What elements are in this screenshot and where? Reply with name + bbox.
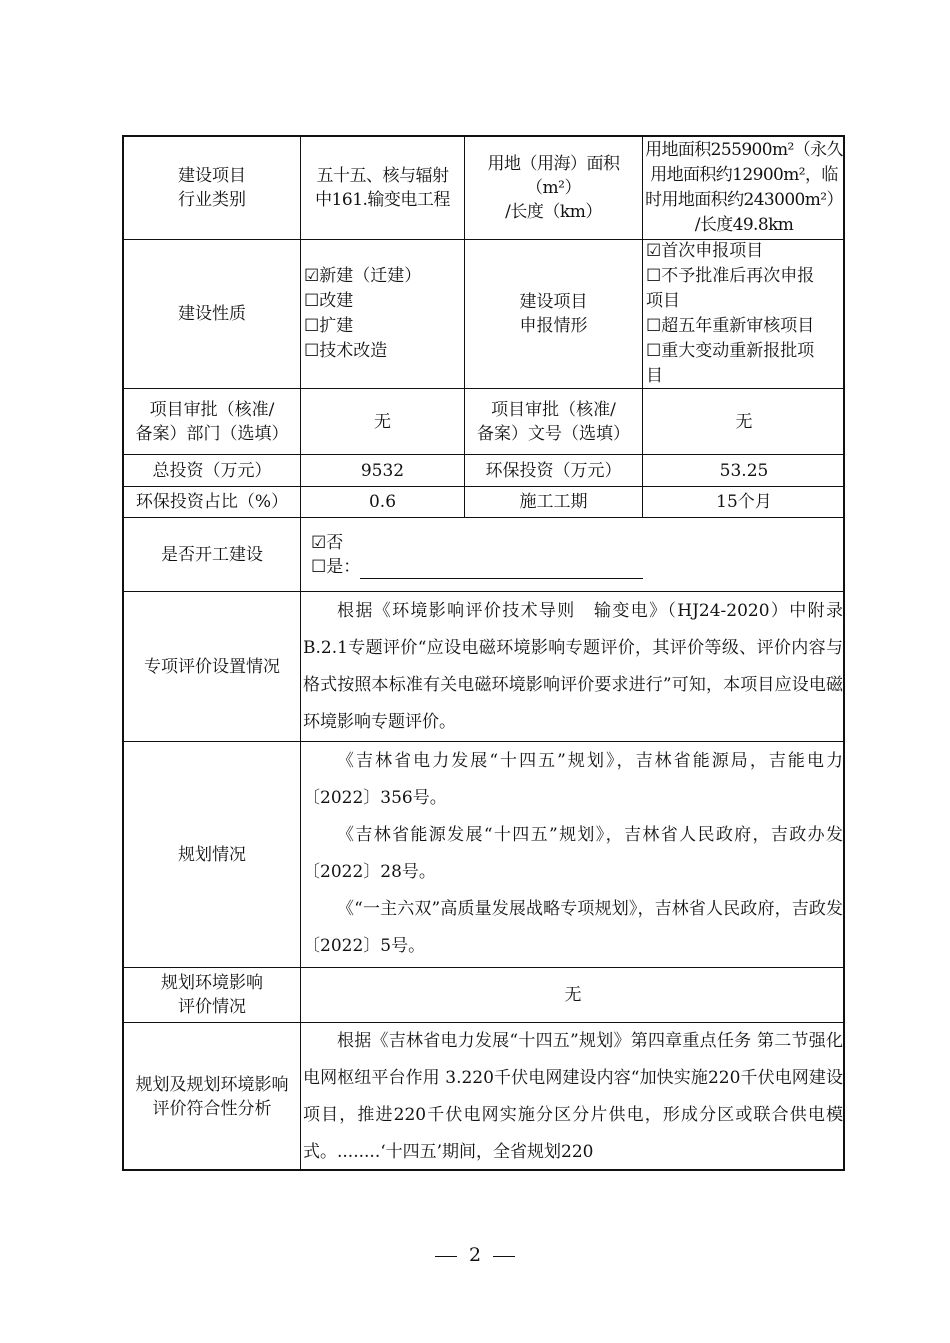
env-ratio-label: 环保投资占比（%） <box>135 492 289 512</box>
declare-situation-label: 建设项目 申报情形 <box>519 292 588 336</box>
construction-nature-label: 建设性质 <box>178 304 246 324</box>
checkbox-not-started[interactable]: ☑否 <box>311 532 344 553</box>
total-investment-value: 9532 <box>360 460 405 481</box>
env-investment-label: 环保投资（万元） <box>485 460 622 481</box>
construction-nature-options <box>301 240 464 388</box>
footer-dash-right <box>493 1256 515 1257</box>
land-area-value: 用地面积255900m²（永久 用地面积约12900m²，临 时用地面积约243000m²） /长度49.8km <box>645 140 843 235</box>
planning-label: 规划情况 <box>178 844 246 865</box>
special-evaluation-label: 专项评价设置情况 <box>144 656 280 677</box>
approval-doc-label: 项目审批（核准/ 备案）文号（选填） <box>477 399 630 444</box>
conformity-analysis-label: 规划及规划环境影响 评价符合性分析 <box>135 1075 289 1119</box>
total-investment-label: 总投资（万元） <box>152 460 272 481</box>
checkbox-redeclare[interactable]: ☐不予批准后再次申报 <box>646 266 815 286</box>
declare-situation-options: ☑首次申报项目 ☐不予批准后再次申报 项目 ☐超五年重新审核项目 ☐重大变动重新报批项 目 <box>646 241 815 386</box>
planning-eia-label: 规划环境影响 评价情况 <box>161 973 263 1017</box>
checkbox-started-row <box>311 555 643 579</box>
construction-period-value: 15个月 <box>716 492 772 512</box>
started-construction-options <box>301 518 845 591</box>
checkbox-first-declare[interactable]: ☑首次申报项目 <box>646 241 764 261</box>
special-evaluation-text: 根据《环境影响评价技术导则 输变电》（HJ24-2020）中附录B.2.1专题评价“应设电磁环境影响专题评价，其评价等级、评价内容与格式按照本标准有关电磁环境影响评价要求进行”可知，本项目应设电磁环境影响专题评价。 <box>303 601 843 732</box>
started-fill-line[interactable] <box>360 562 643 579</box>
checkbox-new-build[interactable]: ☑新建（迁建） <box>304 266 422 286</box>
industry-category-label: 建设项目 行业类别 <box>178 166 246 210</box>
land-area-label: 用地（用海）面积（m²） /长度（km） <box>487 154 620 222</box>
planning-eia-value: 无 <box>564 985 582 1005</box>
conformity-analysis-text: 根据《吉林省电力发展“十四五”规划》第四章重点任务 第二节强化电网枢纽平台作用 3.220千伏电网建设内容“加快实施220千伏电网建设项目，推进220千伏电网实施分区分片供电，形成分区或联合供电模式。........‘十四五’期间，全省规划220 <box>303 1031 843 1162</box>
env-ratio-value: 0.6 <box>368 492 397 512</box>
checkbox-expand[interactable]: ☐扩建 <box>304 316 354 336</box>
construction-period-label: 施工工期 <box>519 492 588 512</box>
project-info-table <box>122 135 845 1171</box>
started-construction-label: 是否开工建设 <box>161 544 263 565</box>
approval-dept-value: 无 <box>374 411 391 432</box>
checkbox-major-change[interactable]: ☐重大变动重新报批项 <box>646 341 815 361</box>
checkbox-rebuild[interactable]: ☐改建 <box>304 291 354 311</box>
page-number: 2 <box>468 1244 482 1266</box>
approval-doc-value: 无 <box>735 411 753 432</box>
checkbox-started[interactable]: ☐是： <box>311 556 361 577</box>
footer-dash-left <box>435 1256 457 1257</box>
env-investment-value: 53.25 <box>719 460 769 481</box>
planning-text: 《吉林省电力发展“十四五”规划》，吉林省能源局，吉能电力〔2022〕356号。 《吉林省能源发展“十四五”规划》，吉林省人民政府，吉政办发〔2022〕28号。 《“一主六双”高质量发展战略专项规划》，吉林省人民政府，吉政发〔2022〕5号。 <box>303 751 843 956</box>
page-footer <box>0 1244 950 1266</box>
industry-category-value: 五十五、核与辐射 中161.输变电工程 <box>315 166 450 210</box>
checkbox-five-year-review[interactable]: ☐超五年重新审核项目 <box>646 316 815 336</box>
checkbox-tech-upgrade[interactable]: ☐技术改造 <box>304 341 388 361</box>
approval-dept-label: 项目审批（核准/ 备案）部门（选填） <box>135 399 289 444</box>
